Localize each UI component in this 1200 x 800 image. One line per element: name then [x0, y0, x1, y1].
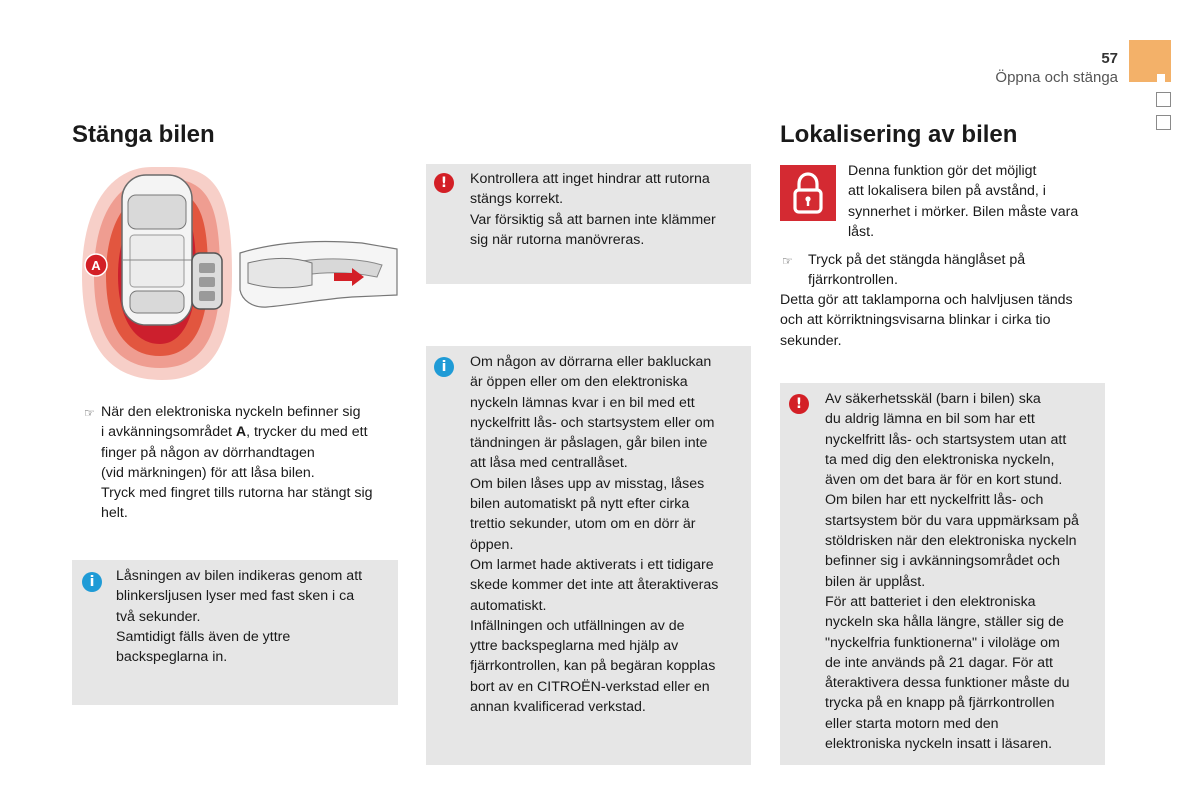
text-line: Av säkerhetsskäl (barn i bilen) ska	[825, 391, 1041, 407]
text-line: stöldrisken när den elektroniska nyckeln	[825, 533, 1077, 550]
section-heading-close-car: Stänga bilen	[72, 121, 215, 148]
text-line: För att batteriet i den elektroniska	[825, 593, 1036, 610]
text-line: Om bilen låses upp av misstag, låses	[470, 475, 705, 492]
info-note-text	[116, 566, 362, 667]
text-line: nyckelfritt lås- och startsystem eller om	[470, 414, 715, 431]
text-line: Kontrollera att inget hindrar att rutorna	[470, 171, 710, 187]
text-line: sig när rutorna manövreras.	[470, 231, 645, 248]
tab-dot	[1157, 74, 1165, 82]
chapter-tab-active	[1129, 40, 1171, 82]
text-fragment: i avkänningsområdet	[101, 424, 236, 441]
text-line: Denna funktion gör det möjligt	[848, 163, 1037, 179]
text-line: automatiskt.	[470, 597, 547, 614]
text-line: öppen.	[470, 536, 514, 553]
text-line: När den elektroniska nyckeln befinner sig	[101, 404, 361, 420]
text-line: även om det bara är för en kort stund.	[825, 472, 1063, 489]
text-line: helt.	[101, 505, 128, 522]
warning-note-text	[470, 169, 716, 250]
text-line: fjärrkontrollen, kan på begäran kopplas	[470, 658, 716, 675]
text-line: Infällningen och utfällningen av de	[470, 617, 685, 634]
text-line: blinkersljusen lyser med fast sken i ca	[116, 588, 355, 605]
text-line: "nyckelfria funktionerna" i viloläge om	[825, 634, 1060, 651]
locate-instruction	[808, 250, 1025, 291]
text-line: de inte används på 21 dagar. För att	[825, 654, 1053, 671]
chapter-tab-box	[1156, 115, 1171, 130]
bullet-pointer-icon: ☞	[782, 254, 793, 268]
text-line: bilen automatiskt på nytt efter cirka	[470, 496, 690, 513]
text-line: att låsa med centrallåset.	[470, 455, 628, 472]
chapter-tab-box	[1156, 92, 1171, 107]
car-detection-illustration	[72, 165, 402, 385]
close-car-instruction	[101, 402, 373, 524]
text-line: eller starta motorn med den	[825, 715, 999, 732]
text-line: elektroniska nyckeln insatt i läsaren.	[825, 736, 1053, 753]
text-line	[101, 422, 373, 442]
text-line: (vid märkningen) för att låsa bilen.	[101, 464, 315, 481]
text-line: ta med dig den elektroniska nyckeln,	[825, 451, 1055, 468]
text-line: Detta gör att taklamporna och halvljusen tänds	[780, 292, 1073, 308]
info-icon: i	[82, 572, 102, 592]
text-line: Tryck på det stängda hänglåset på	[808, 252, 1026, 268]
text-line: trettio sekunder, utom om en dörr är	[470, 516, 696, 533]
text-line: Låsningen av bilen indikeras genom att	[116, 568, 363, 584]
text-line: trycka på en knapp på fjärrkontrollen	[825, 695, 1055, 712]
text-line: nyckeln ska hålla längre, ställer sig de	[825, 614, 1064, 631]
locate-intro-text	[848, 161, 1078, 242]
section-heading-locate-car: Lokalisering av bilen	[780, 121, 1018, 148]
text-line: fjärrkontrollen.	[808, 272, 898, 289]
text-line: tändningen är påslagen, går bilen inte	[470, 435, 708, 452]
info-note-text	[470, 352, 718, 717]
text-line: nyckeln lämnas kvar i en bil med ett	[470, 394, 695, 411]
zone-reference: A	[235, 424, 247, 441]
warning-note-text	[825, 389, 1079, 754]
text-line: sekunder.	[780, 332, 842, 349]
text-line: annan kvalificerad verkstad.	[470, 699, 646, 716]
text-line: bilen är upplåst.	[825, 573, 926, 590]
text-line: Om larmet hade aktiverats i ett tidigare	[470, 556, 714, 573]
text-line: backspeglarna in.	[116, 649, 228, 666]
text-line: är öppen eller om den elektroniska	[470, 374, 688, 391]
text-line: och att körriktningsvisarna blinkar i cirka tio	[780, 312, 1051, 329]
warning-icon: !	[434, 173, 454, 193]
text-line: Tryck med fingret tills rutorna har stängt sig	[101, 485, 373, 502]
locate-result-text	[780, 290, 1073, 351]
text-line: Om någon av dörrarna eller bakluckan	[470, 354, 712, 370]
detection-zone-label: A	[91, 258, 101, 273]
text-line: du aldrig lämna en bil som har ett	[825, 411, 1035, 428]
text-line: startsystem bör du vara uppmärksam på	[825, 512, 1079, 529]
text-line: finger på någon av dörrhandtagen	[101, 444, 315, 461]
section-title: Öppna och stänga	[995, 69, 1118, 86]
text-line: befinner sig i avkänningsområdet och	[825, 553, 1061, 570]
info-icon: i	[434, 357, 454, 377]
text-line: två sekunder.	[116, 608, 201, 625]
bullet-pointer-icon: ☞	[84, 406, 95, 420]
text-line: skede kommer det inte att återaktiveras	[470, 577, 719, 594]
text-line: stängs korrekt.	[470, 191, 564, 208]
locked-padlock-icon	[780, 165, 836, 221]
page-number: 57	[1101, 50, 1118, 67]
text-line: låst.	[848, 223, 875, 240]
text-line: nyckelfritt lås- och startsystem utan att	[825, 431, 1067, 448]
text-line: återaktivera dessa funktioner måste du	[825, 675, 1070, 692]
text-line: yttre backspeglarna med hjälp av	[470, 638, 679, 655]
warning-icon: !	[789, 394, 809, 414]
text-line: Om bilen har ett nyckelfritt lås- och	[825, 492, 1044, 509]
text-fragment: , trycker du med ett	[246, 424, 368, 441]
text-line: bort av en CITROËN-verkstad eller en	[470, 678, 710, 695]
text-line: synnerhet i mörker. Bilen måste vara	[848, 203, 1079, 220]
text-line: Samtidigt fälls även de yttre	[116, 628, 291, 645]
text-line: Var försiktig så att barnen inte klämmer	[470, 211, 716, 228]
text-line: att lokalisera bilen på avstånd, i	[848, 183, 1046, 200]
